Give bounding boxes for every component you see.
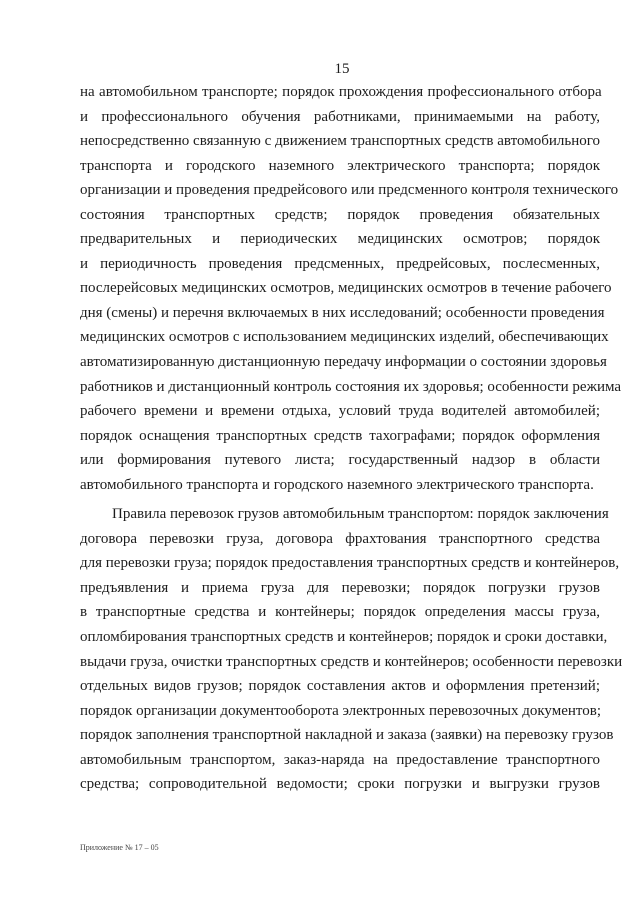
paragraph-2-line: для перевозки груза; порядок предоставления транспортных средств и контейнеров, [80, 555, 620, 572]
paragraph-2-line: опломбирования транспортных средств и контейнеров; порядок и сроки доставки, [80, 629, 608, 646]
paragraph-2-line: порядок организации документооборота электронных перевозочных документов; [80, 702, 601, 719]
paragraph-1-line: дня (смены) и перечня включаемых в них исследований; особенности проведения [80, 304, 605, 321]
paragraph-1-line: на автомобильном транспорте; порядок прохождения профессионального отбора [80, 84, 602, 100]
paragraph-1-line: транспорта и городского наземного электрического транспорта; порядок [80, 157, 600, 174]
paragraph-1-line: и периодичность проведения предсменных, предрейсовых, послесменных, [80, 255, 600, 272]
paragraph-2-line: Правила перевозок грузов автомобильным транспортом: порядок заключения [112, 506, 609, 523]
page-number: 15 [334, 61, 350, 77]
body-text [80, 80, 623, 797]
paragraph-1-line: порядок оснащения транспортных средств тахографами; порядок оформления [80, 427, 600, 444]
paragraph-1-line: автоматизированную дистанционную передачу информации о состоянии здоровья [80, 354, 607, 371]
paragraph-1-line: или формирования путевого листа; государственный надзор в области [80, 452, 600, 469]
paragraph-1-line: медицинских осмотров с использованием медицинских изделий, обеспечивающих [80, 329, 609, 346]
paragraph-2-line: предъявления и приема груза для перевозки; порядок погрузки грузов [80, 579, 600, 596]
paragraph-2-line: выдачи груза, очистки транспортных средств и контейнеров; особенности перевозки [80, 653, 623, 670]
paragraph-1-line: состояния транспортных средств; порядок проведения обязательных [80, 206, 600, 223]
paragraph-1-line: непосредственно связанную с движением транспортных средств автомобильного [80, 133, 600, 150]
paragraph-2-line: порядок заполнения транспортной накладной и заказа (заявки) на перевозку грузов [80, 727, 614, 744]
paragraph-2-line: отдельных видов грузов; порядок составления актов и оформления претензий; [80, 678, 600, 695]
paragraph-1-line: автомобильного транспорта и городского наземного электрического транспорта. [80, 476, 594, 493]
paragraph-2-line: в транспортные средства и контейнеры; порядок определения массы груза, [80, 604, 600, 621]
paragraph-2-line: договора перевозки груза, договора фрахтования транспортного средства [80, 530, 600, 547]
paragraph-1-line: организации и проведения предрейсового или предсменного контроля технического [80, 182, 619, 199]
paragraph-1-line: предварительных и периодических медицинских осмотров; порядок [80, 231, 600, 248]
paragraph-2-line: автомобильным транспортом, заказ-наряда на предоставление транспортного [80, 751, 600, 768]
paragraph-1-line: послерейсовых медицинских осмотров, медицинских осмотров в течение рабочего [80, 280, 612, 297]
paragraph-1-line: рабочего времени и времени отдыха, условий труда водителей автомобилей; [80, 403, 600, 420]
paragraph-1-line: работников и дистанционный контроль состояния их здоровья; особенности режима [80, 378, 622, 395]
paragraph-1-line: и профессионального обучения работниками, принимаемыми на работу, [80, 108, 600, 125]
footer-note: Приложение № 17 – 05 [80, 843, 159, 852]
paragraph-2-line: средства; сопроводительной ведомости; сроки погрузки и выгрузки грузов [80, 776, 600, 793]
